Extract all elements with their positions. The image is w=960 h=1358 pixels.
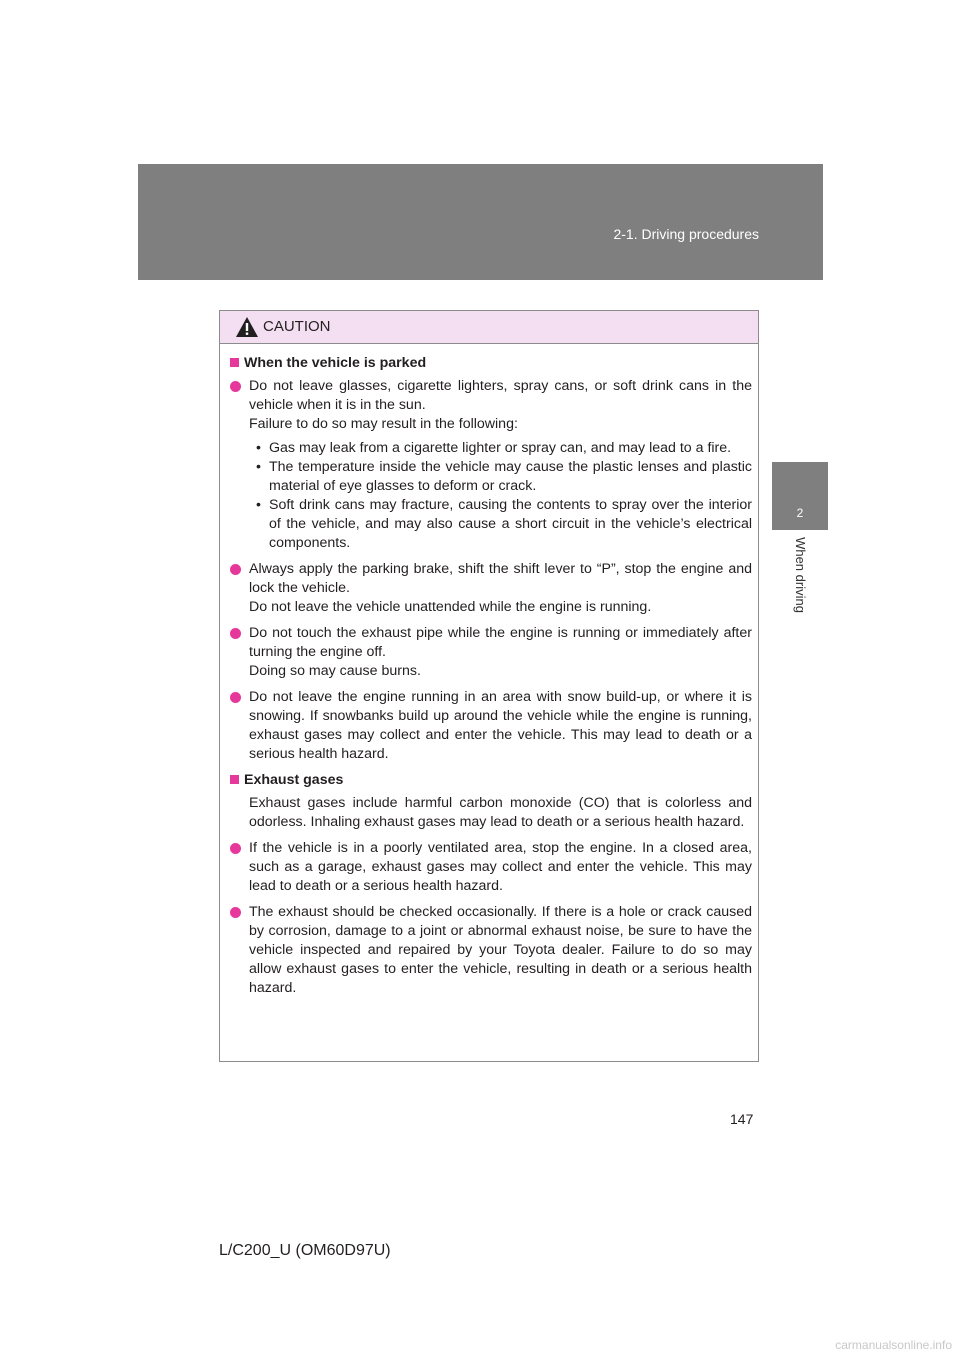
bullet-text: Always apply the parking brake, shift the shift lever to “P”, stop the engine and lock the vehicle. — [249, 561, 752, 596]
bullet-text: Do not leave the engine running in an area with snow build-up, or where it is snowing. If snowbanks build up around the vehicle while the engine is running, exhaust gases may collect and enter the vehicle. This may lead to death or a serious health hazard. — [249, 689, 752, 762]
list-item — [230, 839, 752, 896]
section-title: 2-1. Driving procedures — [613, 226, 759, 242]
circle-bullet-icon — [230, 381, 241, 392]
section-heading: When the vehicle is parked — [230, 354, 752, 373]
bullet-text: Do not leave the vehicle unattended while the engine is running. — [249, 599, 652, 615]
caution-box — [219, 310, 759, 1062]
sub-list — [249, 439, 752, 553]
list-item — [230, 688, 752, 764]
bullet-text: The exhaust should be checked occasionally. If there is a hole or crack caused by corrosion, damage to a joint or abnormal exhaust noise, be sure to have the vehicle inspected and repaired by your Toyota dealer. Failure to do so may allow exhaust gases to enter the vehicle, resulting in death or a serious health hazard. — [249, 904, 752, 996]
bullet-text: Failure to do so may result in the following: — [249, 416, 518, 432]
circle-bullet-icon — [230, 692, 241, 703]
circle-bullet-icon — [230, 628, 241, 639]
square-bullet-icon — [230, 775, 239, 784]
chapter-label: When driving — [793, 537, 808, 613]
header-band — [138, 164, 823, 280]
caution-header — [220, 311, 758, 344]
circle-bullet-icon — [230, 843, 241, 854]
circle-bullet-icon — [230, 564, 241, 575]
bullet-text: If the vehicle is in a poorly ventilated area, stop the engine. In a closed area, such as a garage, exhaust gases may collect and enter the vehicle. This may lead to death or a serious health hazard. — [249, 840, 752, 894]
list-item — [230, 903, 752, 998]
sub-list-item: • Gas may leak from a cigarette lighter or spray can, and may lead to a fire. — [249, 439, 752, 458]
sub-list-item: • Soft drink cans may fracture, causing the contents to spray over the interior of the vehicle, and may also cause a short circuit in the vehicle’s electrical components. — [249, 496, 752, 553]
chapter-number: 2 — [796, 506, 804, 520]
list-item — [230, 624, 752, 681]
caution-title: CAUTION — [263, 318, 331, 335]
section-intro: Exhaust gases include harmful carbon monoxide (CO) that is colorless and odorless. Inhaling exhaust gases may lead to death or a serious health hazard. — [249, 795, 752, 830]
list-item — [230, 560, 752, 617]
document-code: L/C200_U (OM60D97U) — [219, 1242, 391, 1259]
warning-triangle-icon — [235, 316, 259, 338]
caution-body — [220, 344, 758, 998]
square-bullet-icon — [230, 358, 239, 367]
section-heading: Exhaust gases — [230, 771, 752, 790]
bullet-text: Do not touch the exhaust pipe while the engine is running or immediately after turning the engine off. — [249, 625, 752, 660]
sub-list-item: • The temperature inside the vehicle may cause the plastic lenses and plastic material of eye glasses to deform or crack. — [249, 458, 752, 496]
bullet-text: Do not leave glasses, cigarette lighters, spray cans, or soft drink cans in the vehicle when it is in the sun. — [249, 378, 752, 413]
page-number: 147 — [730, 1111, 754, 1127]
circle-bullet-icon — [230, 907, 241, 918]
list-item — [230, 377, 752, 553]
watermark: carmanualsonline.info — [835, 1338, 952, 1352]
bullet-text: Doing so may cause burns. — [249, 663, 421, 679]
